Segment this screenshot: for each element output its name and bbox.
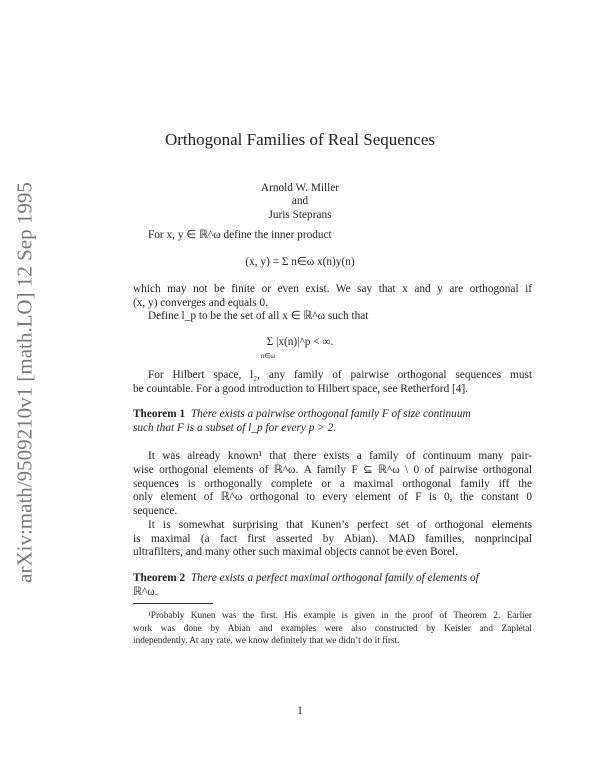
theorem-text: ℝ^ω. [133,586,158,598]
formula-sum-subscript: n∈ω [260,352,276,360]
text-line: is maximal (a fact first asserted by Abian). MAD families, nonprincipal [133,533,532,545]
text-line: only element of ℝ^ω orthogonal to every element of F is 0, the constant 0 [133,491,532,503]
theorem-label: Theorem 1 [133,408,186,420]
text-line: Define l_p to be the set of all x ∈ ℝ^ω such that [148,310,369,322]
theorem-2 [133,572,532,585]
formula-inner-product: (x, y) = Σ n∈ω x(n)y(n) [245,256,355,268]
text-line: wise orthogonal elements of ℝ^ω. A family F ⊆ ℝ^ω \ 0 of pairwise orthogonal [133,464,532,476]
author: Arnold W. Miller [260,182,340,194]
text-line: sequences is orthogonally complete or a maximal orthogonal family iff the [133,478,532,490]
theorem-text: such that F is a subset of l_p for every p > 2. [133,422,337,434]
theorem-text: There exists a pairwise orthogonal family F of size continuum [190,408,471,420]
footnote-line: ¹Probably Kunen was the first. His example is given in the proof of Theorem 2. Earlier [148,611,532,621]
intro-line: For x, y ∈ ℝ^ω define the inner product [148,229,332,241]
author-and: and [291,195,309,207]
text-line: It is somewhat surprising that Kunen’s perfect set of orthogonal elements [148,519,532,531]
text-line: be countable. For a good introduction to Hilbert space, see Retherford [4]. [133,383,469,395]
footnote-rule [133,603,213,604]
theorem-label: Theorem 2 [133,572,186,584]
paper-title: Orthogonal Families of Real Sequences [164,130,436,149]
text-line: It was already known¹ that there exists a family of continuum many pair- [148,450,532,462]
page-number: 1 [297,705,303,717]
text-line: sequence. [133,505,178,517]
author: Juris Steprans [268,209,332,221]
footnote-line: independently. At any rate, we know definitely that we didn’t do it first. [133,636,400,646]
arxiv-stamp: arXiv:math/9509210v1 [math.LO] 12 Sep 1995 [12,182,37,583]
text-line: (x, y) converges and equals 0. [133,297,268,309]
footnote-line: work was done by Abian and examples were also constructed by Keisler and Zapletal [133,624,532,634]
theorem-text: There exists a perfect maximal orthogonal family of elements of [190,572,479,584]
text-line: which may not be finite or even exist. We say that x and y are orthogonal if [133,283,532,295]
text-line: For Hilbert space, l₂, any family of pairwise orthogonal sequences must [148,369,532,381]
theorem-1 [133,408,532,421]
formula-lp-sum: Σ |x(n)|^p < ∞. [266,336,334,348]
text-line: ultrafilters, and many other such maximal objects cannot be even Borel. [133,546,458,558]
